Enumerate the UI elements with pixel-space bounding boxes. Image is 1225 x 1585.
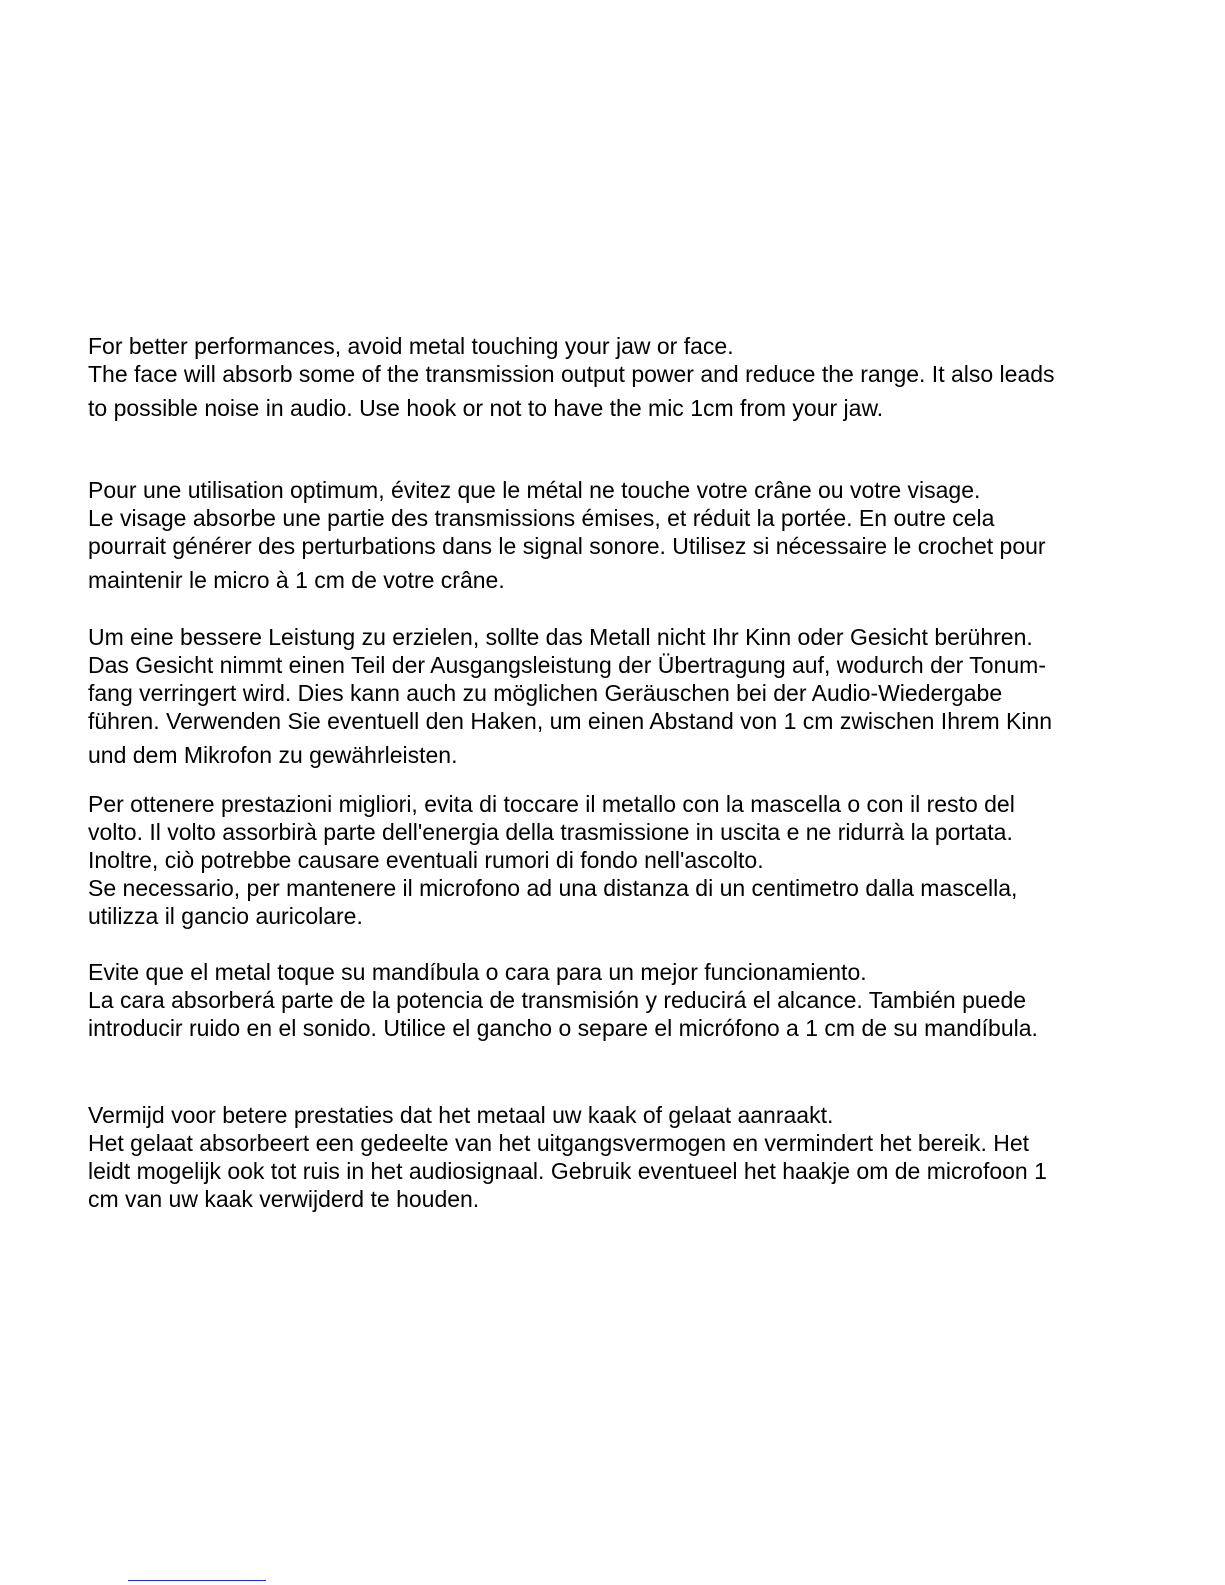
text-line: Het gelaat absorbeert een gedeelte van het uitgangsvermogen en vermindert het bereik. Het bbox=[88, 1130, 1030, 1156]
text-line: fang verringert wird. Dies kann auch zu möglichen Geräuschen bei der Audio-Wiedergabe bbox=[88, 680, 1003, 706]
paragraph-spanish bbox=[88, 958, 1168, 1042]
text-line: Se necessario, per mantenere il microfono ad una distanza di un centimetro dalla mascella, bbox=[88, 875, 1018, 901]
text-line: volto. Il volto assorbirà parte dell'energia della trasmissione in uscita e ne ridurrà la portata. bbox=[88, 819, 1013, 845]
text-line: maintenir le micro à 1 cm de votre crâne. bbox=[88, 567, 505, 593]
text-line: Le visage absorbe une partie des transmissions émises, et réduit la portée. En outre cela bbox=[88, 505, 995, 531]
bottom-rule-divider bbox=[128, 1580, 266, 1581]
text-line: leidt mogelijk ook tot ruis in het audiosignaal. Gebruik eventueel het haakje om de microfoon 1 bbox=[88, 1158, 1047, 1184]
text-line: Per ottenere prestazioni migliori, evita di toccare il metallo con la mascella o con il resto del bbox=[88, 791, 1015, 817]
text-line: Um eine bessere Leistung zu erzielen, sollte das Metall nicht Ihr Kinn oder Gesicht berühren. bbox=[88, 624, 1033, 650]
text-line: und dem Mikrofon zu gewährleisten. bbox=[88, 742, 458, 768]
text-line: introducir ruido en el sonido. Utilice el gancho o separe el micrófono a 1 cm de su mandíbula. bbox=[88, 1015, 1038, 1041]
paragraph-italian bbox=[88, 790, 1168, 930]
text-line: cm van uw kaak verwijderd te houden. bbox=[88, 1186, 480, 1212]
text-line: pourrait générer des perturbations dans le signal sonore. Utilisez si nécessaire le crochet pour bbox=[88, 533, 1046, 559]
text-line: führen. Verwenden Sie eventuell den Haken, um einen Abstand von 1 cm zwischen Ihrem Kinn bbox=[88, 708, 1053, 734]
text-line: The face will absorb some of the transmission output power and reduce the range. It also leads bbox=[88, 361, 1055, 387]
text-line: Inoltre, ciò potrebbe causare eventuali rumori di fondo nell'ascolto. bbox=[88, 847, 764, 873]
paragraph-french bbox=[88, 476, 1168, 594]
text-line: Das Gesicht nimmt einen Teil der Ausgangsleistung der Übertragung auf, wodurch der Tonum- bbox=[88, 652, 1047, 678]
text-line: Evite que el metal toque su mandíbula o cara para un mejor funcionamiento. bbox=[88, 959, 867, 985]
text-line: Vermijd voor betere prestaties dat het metaal uw kaak of gelaat aanraakt. bbox=[88, 1102, 834, 1128]
text-line: utilizza il gancio auricolare. bbox=[88, 903, 363, 929]
text-line: to possible noise in audio. Use hook or not to have the mic 1cm from your jaw. bbox=[88, 395, 884, 421]
text-line: For better performances, avoid metal touching your jaw or face. bbox=[88, 333, 734, 359]
paragraph-dutch bbox=[88, 1101, 1168, 1213]
text-line: La cara absorberá parte de la potencia de transmisión y reducirá el alcance. También puede bbox=[88, 987, 1027, 1013]
paragraph-german bbox=[88, 623, 1168, 769]
text-line: Pour une utilisation optimum, évitez que le métal ne touche votre crâne ou votre visage. bbox=[88, 477, 981, 503]
paragraph-english bbox=[88, 332, 1168, 422]
